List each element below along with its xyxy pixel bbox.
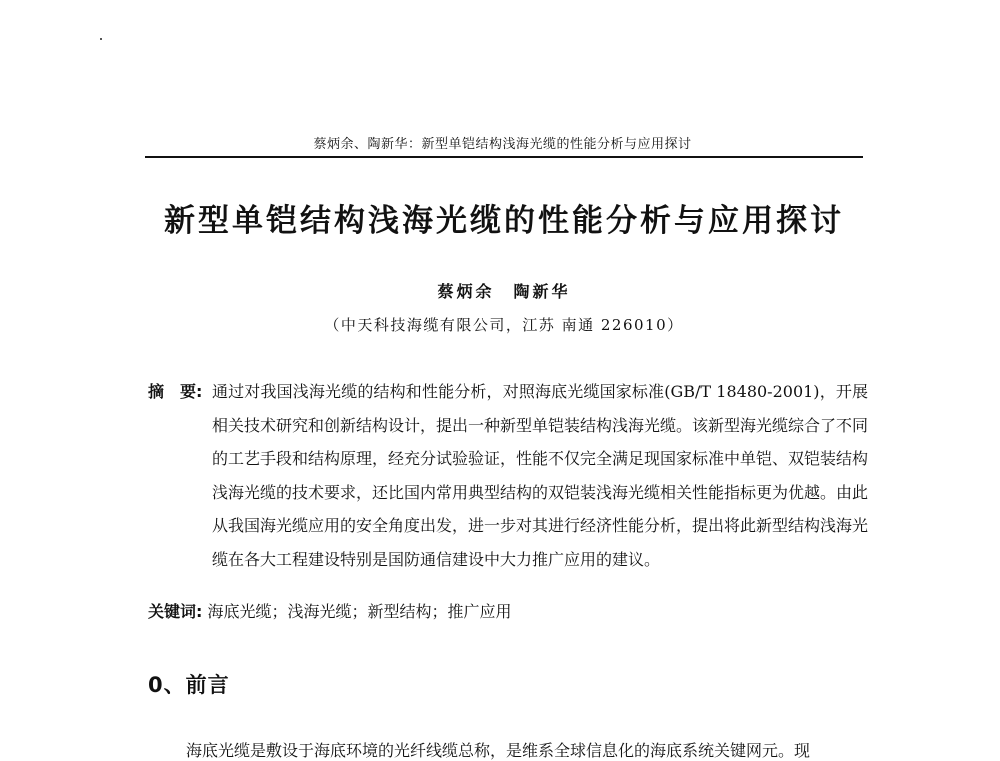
body-paragraph: 海底光缆是敷设于海底环境的光纤线缆总称，是维系全球信息化的海底系统关键网元。现 xyxy=(186,741,811,760)
abstract xyxy=(148,375,868,577)
scan-speck xyxy=(100,38,102,40)
paper-title: 新型单铠结构浅海光缆的性能分析与应用探讨 xyxy=(164,203,844,239)
header-rule xyxy=(145,156,863,158)
keywords xyxy=(148,599,868,622)
authors: 蔡炳余 陶新华 xyxy=(437,282,571,301)
abstract-label: 摘 要: xyxy=(148,382,203,401)
affiliation: （中天科技海缆有限公司，江苏 南通 226010） xyxy=(324,316,684,334)
abstract-body: 通过对我国浅海光缆的结构和性能分析，对照海底光缆国家标准(GB/T 18480-2001)，开展相关技术研究和创新结构设计，提出一种新型单铠装结构浅海光缆。该新型海光缆综合了不同的工艺手段和结构原理，经充分试验验证，性能不仅完全满足现国家标准中单铠、双铠装结构浅海光缆的技术要求，还比国内常用典型结构的双铠装浅海光缆相关性能指标更为优越。由此从我国海光缆应用的安全角度出发，进一步对其进行经济性能分析，提出将此新型结构浅海光缆在各大工程建设特别是国防通信建设中大力推广应用的建议。 xyxy=(212,382,869,569)
keywords-text: 海底光缆；浅海光缆；新型结构；推广应用 xyxy=(207,602,512,621)
running-header: 蔡炳余、陶新华：新型单铠结构浅海光缆的性能分析与应用探讨 xyxy=(313,137,692,152)
keywords-label: 关键词: xyxy=(148,602,203,621)
section-heading: 0、前言 xyxy=(148,673,230,697)
